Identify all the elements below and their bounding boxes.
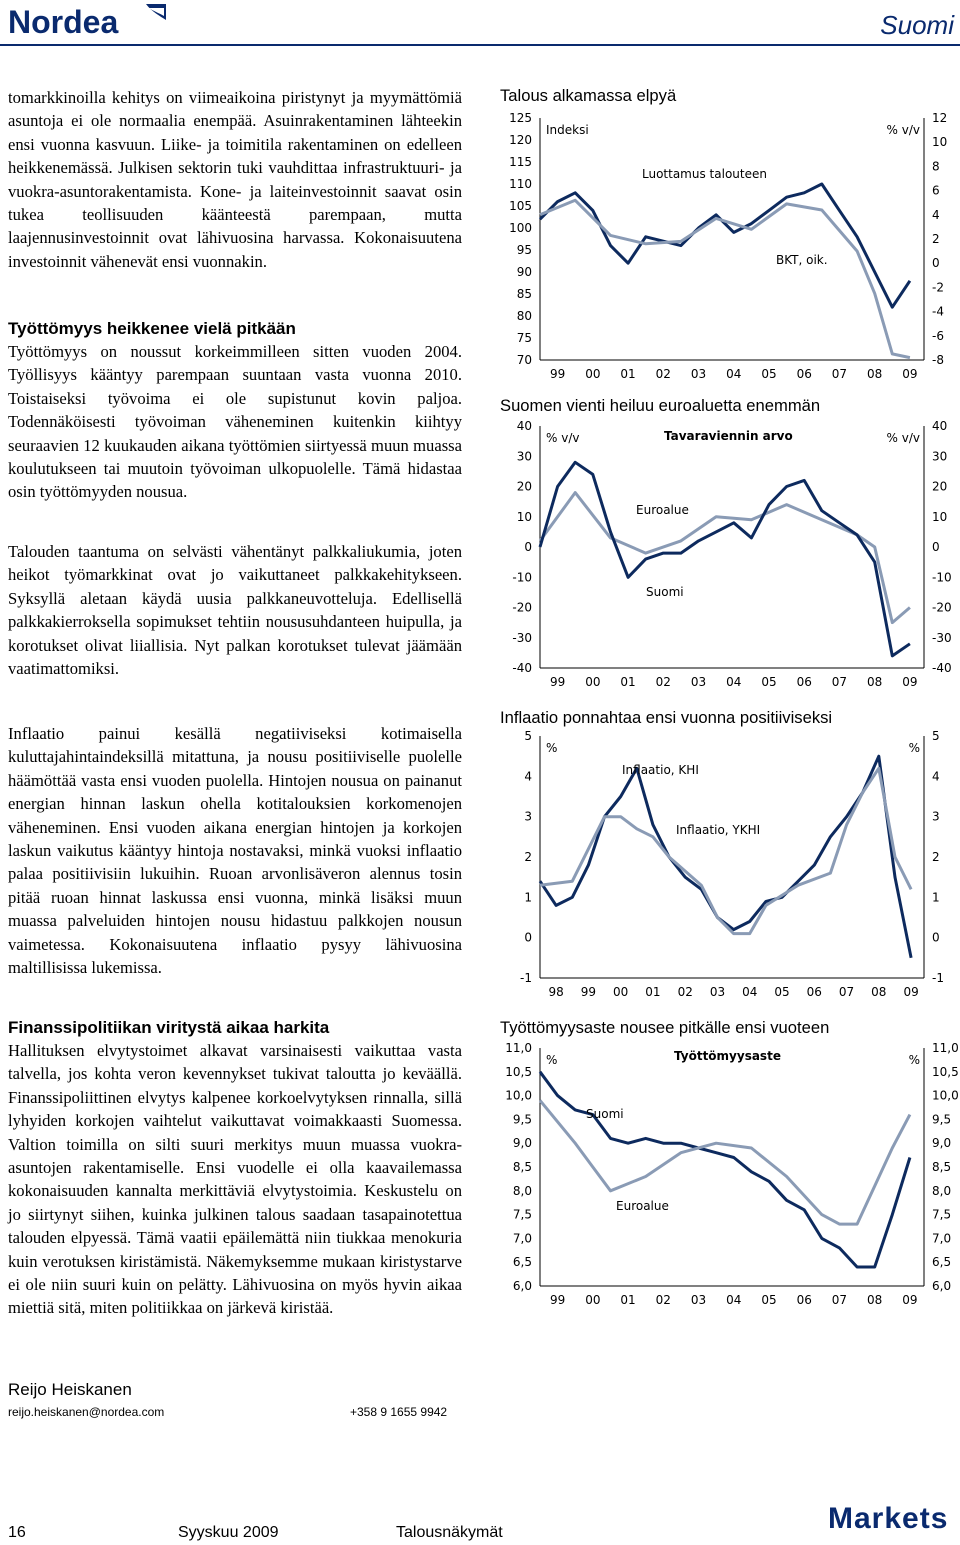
y-right-tick-label: 10,5 xyxy=(932,1064,959,1079)
x-tick-label: 06 xyxy=(796,675,812,689)
left-unit-label: % v/v xyxy=(546,431,580,445)
y-left-tick-label: 120 xyxy=(509,133,532,147)
y-left-tick-label: 3 xyxy=(524,809,532,824)
y-right-tick-label: -4 xyxy=(932,304,944,319)
section-unemployment xyxy=(8,317,462,504)
x-tick-label: 99 xyxy=(549,1293,566,1307)
heading-fiscal: Finanssipolitiikan viritystä aikaa harkita xyxy=(8,1018,330,1037)
x-tick-label: 03 xyxy=(690,1293,707,1307)
x-tick-label: 09 xyxy=(902,1293,918,1307)
x-tick-label: 01 xyxy=(620,1293,636,1307)
y-right-tick-label: 6,0 xyxy=(932,1279,952,1293)
y-left-tick-label: 20 xyxy=(516,479,532,494)
y-right-tick-label: 9,0 xyxy=(932,1136,952,1151)
series-line xyxy=(540,768,911,933)
y-left-tick-label: 90 xyxy=(516,265,532,279)
author-email[interactable]: reijo.heiskanen@nordea.com xyxy=(8,1405,165,1419)
series-label: BKT, oik. xyxy=(776,253,828,267)
x-tick-label: 09 xyxy=(902,367,918,381)
series-line xyxy=(540,462,910,656)
y-right-tick-label: 5 xyxy=(932,729,940,743)
header-divider xyxy=(0,44,960,46)
x-tick-label: 02 xyxy=(655,675,671,689)
x-tick-label: 03 xyxy=(709,985,726,999)
paragraph-investments: tomarkkinoilla kehitys on viimeaikoina piristynyt ja myymättömiä asuntoja ei ole normaalia enempää. Asuinrakentaminen lähteekin ensi vuonna kasvuun. Liike- ja toimitila rakentaminen on edelleen heikkenemässä. Julkisen sektorin tuki vauhdittaa infrastruktuuri- ja vuokra-asuntorakentamista. Kone- ja laiteinvestoinnit saavat osin tukea teollisuuden käänteestä parempaan, mutta laajennusinvestoinnit ovat lähivuosina harvassa. Kokonaisuutena investoinnit vähenevät ensi vuonnakin. xyxy=(8,88,462,271)
y-right-tick-label: 11,0 xyxy=(932,1041,959,1055)
y-left-tick-label: 6,5 xyxy=(512,1255,532,1270)
x-tick-label: 04 xyxy=(742,985,758,999)
y-left-tick-label: 95 xyxy=(516,243,532,257)
chart-inflation xyxy=(494,726,960,1004)
series-label: Euroalue xyxy=(616,1199,669,1213)
x-tick-label: 05 xyxy=(761,1293,777,1307)
y-right-tick-label: -1 xyxy=(932,971,944,985)
nordea-logo xyxy=(8,2,168,42)
section-fiscal xyxy=(8,1016,462,1320)
markets-logo: Markets xyxy=(828,1502,949,1535)
x-tick-label: 07 xyxy=(831,1293,848,1307)
y-left-tick-label: -30 xyxy=(512,630,532,645)
x-tick-label: 02 xyxy=(677,985,693,999)
y-right-tick-label: 30 xyxy=(932,449,948,464)
series-line xyxy=(540,493,910,623)
y-right-tick-label: -40 xyxy=(932,661,952,675)
y-left-tick-label: 10,0 xyxy=(505,1088,532,1103)
page-number: 16 xyxy=(8,1524,26,1541)
chart2-title: Suomen vienti heiluu euroaluetta enemmän xyxy=(500,396,821,415)
y-left-tick-label: 6,0 xyxy=(512,1279,532,1293)
chart-label: Tavaraviennin arvo xyxy=(664,429,793,443)
y-right-tick-label: 20 xyxy=(932,479,948,494)
y-right-tick-label: -30 xyxy=(932,630,952,645)
y-left-tick-label: 10 xyxy=(516,509,532,524)
y-left-tick-label: 9,5 xyxy=(512,1112,532,1127)
y-right-tick-label: 10 xyxy=(932,509,948,524)
y-right-tick-label: 8 xyxy=(932,159,940,174)
x-tick-label: 08 xyxy=(867,675,883,689)
y-right-tick-label: -10 xyxy=(932,570,952,585)
y-left-tick-label: 75 xyxy=(516,331,532,345)
y-right-tick-label: -2 xyxy=(932,280,944,295)
x-tick-label: 06 xyxy=(796,1293,812,1307)
y-right-tick-label: 1 xyxy=(932,890,940,905)
right-unit-label: % xyxy=(908,741,920,755)
x-tick-label: 07 xyxy=(831,675,848,689)
y-right-tick-label: 0 xyxy=(932,930,940,945)
x-tick-label: 06 xyxy=(806,985,822,999)
heading-unemployment: Työttömyys heikkenee vielä pitkään xyxy=(8,319,296,338)
y-left-tick-label: 0 xyxy=(524,930,532,945)
paragraph-unemployment: Työttömyys on noussut korkeimmilleen sitten vuoden 2004. Työllisyys kääntyy parempaan suuntaan vasta vuonna 2010. Toistaiseksi työvoima ei ole supistunut kovin paljoa. Todennäköisesti työvoiman väheneminen kuitenkin kiihtyy seuraavien 12 kuukauden aikana työttömien siirtyessä muun muassa koulutukseen tai muutoin työvoiman ulkopuolelle. Tämä hidastaa osin työttömyyden nousua. xyxy=(8,342,462,502)
footer-publication: Talousnäkymät xyxy=(396,1524,503,1541)
paragraph-fiscal: Hallituksen elvytystoimet alkavat varsinaisesti vaikuttaa vasta talvella, jos kohta veron kevennykset tukivat taloutta jo keväällä. Finanssipoliittinen elvytys kalpenee korkoelvytyksen rinnalla, sillä lyhyiden korkojen vaihtelut vaikuttavat voimakkaasti Suomessa. Valtion toimilla on silti suuri merkitys muun muassa vuokra-asuntojen rakentamiselle. Ensi vuodelle ei olla kaavailemassa kokonaisuuden kannalta merkittäviä elvytystoimia. Keskustelu on jo siirtynyt siihen, kuinka julkinen talous saadaan tasapainotettua talouden elpyessä. Tämä vaatii epäilemättä niin tiukkaa menokuria kuin verotuksen kiristämistä. Näkemyksemme mukaan kiristystarve ei ole niin suuri kuin on pelätty. Lähivuosina on myös hyvin aikaa miettiä sitä, miten politiikkaa on järkevä kiristää. xyxy=(8,1041,462,1318)
y-right-tick-label: 3 xyxy=(932,809,940,824)
y-right-tick-label: 9,5 xyxy=(932,1112,952,1127)
x-tick-label: 01 xyxy=(645,985,661,999)
y-right-tick-label: 7,0 xyxy=(932,1231,952,1246)
x-tick-label: 03 xyxy=(690,675,707,689)
x-tick-label: 01 xyxy=(620,367,636,381)
chart-economy-recovery xyxy=(494,104,960,384)
chart3-title: Inflaatio ponnahtaa ensi vuonna positiiviseksi xyxy=(500,708,833,727)
x-tick-label: 00 xyxy=(613,985,629,999)
y-right-tick-label: 10 xyxy=(932,135,948,150)
x-tick-label: 05 xyxy=(774,985,790,999)
x-tick-label: 04 xyxy=(726,1293,742,1307)
y-right-tick-label: 12 xyxy=(932,111,948,125)
x-tick-label: 01 xyxy=(620,675,636,689)
y-left-tick-label: -40 xyxy=(512,661,532,675)
x-tick-label: 99 xyxy=(580,985,597,999)
y-right-tick-label: 7,5 xyxy=(932,1207,952,1222)
x-tick-label: 04 xyxy=(726,675,742,689)
y-right-tick-label: 8,0 xyxy=(932,1183,952,1198)
left-unit-label: % xyxy=(546,741,558,755)
x-tick-label: 05 xyxy=(761,675,777,689)
y-right-tick-label: 4 xyxy=(932,207,940,222)
y-left-tick-label: 2 xyxy=(524,850,532,864)
y-left-tick-label: 4 xyxy=(524,769,532,784)
footer-date: Syyskuu 2009 xyxy=(178,1524,279,1541)
series-label: Inflaatio, KHI xyxy=(622,763,699,777)
x-tick-label: 09 xyxy=(902,675,918,689)
y-left-tick-label: 1 xyxy=(524,890,532,905)
x-tick-label: 09 xyxy=(903,985,919,999)
right-unit-label: % xyxy=(908,1053,920,1067)
x-tick-label: 03 xyxy=(690,367,707,381)
author-name: Reijo Heiskanen xyxy=(8,1380,132,1399)
paragraph-wages: Talouden taantuma on selvästi vähentänyt palkkaliukumia, joten heikot työmarkkinat ovat jo vaikuttaneet palkkakehitykseen. Syksyllä aletaan käydä uusia palkkaneuvotteluja. Edellisellä palkkakierroksella sopimukset tehtiin noususuhdanteen huipulla, ja korotukset olivat liiallisia. Nyt palkan korotukset tulevat jäämään vaatimattomiksi. xyxy=(8,542,462,679)
y-left-tick-label: 9,0 xyxy=(512,1136,532,1151)
paragraph-inflation: Inflaatio painui kesällä negatiiviseksi kotimaisella kuluttajahintaindeksillä mitattuna, ja nousu positiiviselle puolelle häämöttää vasta ensi vuoden puolella. Hintojen nousua on painanut energian hinnan laskun ohella kotitalouksien korkomenojen väheneminen. Ensi vuoden aikana energian hintojen ja korkojen laskun vaikutus kääntyy hintoja nostavaksi, minkä vuoksi inflaatio palaa positiivisiin lukuihin. Ruoan arvonlisäveron alennus tosin pitää ruoan hinnat laskussa ensi vuonna, minkä lisäksi muun muassa palveluiden hintojen nousu hidastuu palkkojen nousun vaimetessa. Kokonaisuutena inflaatio pysyy lähivuosina maltillisissa lukemissa. xyxy=(8,724,462,978)
y-right-tick-label: 10,0 xyxy=(932,1088,959,1103)
series-label: Luottamus talouteen xyxy=(642,167,767,181)
y-left-tick-label: 125 xyxy=(509,111,532,125)
y-left-tick-label: 11,0 xyxy=(505,1041,532,1055)
y-left-tick-label: -1 xyxy=(520,971,532,985)
y-right-tick-label: 0 xyxy=(932,540,940,554)
y-right-tick-label: 6 xyxy=(932,183,940,198)
y-left-tick-label: 8,0 xyxy=(512,1183,532,1198)
series-label: Euroalue xyxy=(636,503,689,517)
right-unit-label: % v/v xyxy=(886,431,920,445)
x-tick-label: 04 xyxy=(726,367,742,381)
series-label: Suomi xyxy=(646,585,684,599)
y-left-tick-label: 30 xyxy=(516,449,532,464)
y-left-tick-label: 80 xyxy=(516,309,532,323)
y-left-tick-label: -20 xyxy=(512,600,532,615)
series-line xyxy=(540,184,910,307)
y-left-tick-label: 100 xyxy=(509,221,532,235)
left-unit-label: Indeksi xyxy=(546,123,589,137)
logo-text: Nordea xyxy=(8,4,119,40)
chart-exports xyxy=(494,416,960,694)
y-right-tick-label: 2 xyxy=(932,232,940,246)
x-tick-label: 99 xyxy=(549,675,566,689)
y-right-tick-label: 2 xyxy=(932,850,940,864)
y-right-tick-label: 0 xyxy=(932,256,940,271)
right-unit-label: % v/v xyxy=(886,123,920,137)
y-right-tick-label: -20 xyxy=(932,600,952,615)
x-tick-label: 99 xyxy=(549,367,566,381)
y-left-tick-label: 7,5 xyxy=(512,1207,532,1222)
y-left-tick-label: 5 xyxy=(524,729,532,743)
x-tick-label: 00 xyxy=(585,1293,601,1307)
x-tick-label: 08 xyxy=(867,367,883,381)
chart-unemployment xyxy=(494,1036,960,1318)
y-left-tick-label: 115 xyxy=(509,155,532,169)
y-right-tick-label: 6,5 xyxy=(932,1255,952,1270)
x-tick-label: 05 xyxy=(761,367,777,381)
y-left-tick-label: -10 xyxy=(512,570,532,585)
author-phone: +358 9 1655 9942 xyxy=(350,1405,448,1419)
x-tick-label: 07 xyxy=(831,367,848,381)
left-unit-label: % xyxy=(546,1053,558,1067)
x-tick-label: 02 xyxy=(655,367,671,381)
x-tick-label: 08 xyxy=(867,1293,883,1307)
y-left-tick-label: 110 xyxy=(509,177,532,191)
country-label: Suomi xyxy=(880,10,954,40)
y-right-tick-label: -8 xyxy=(932,353,944,367)
chart4-title: Työttömyysaste nousee pitkälle ensi vuoteen xyxy=(500,1018,830,1037)
y-left-tick-label: 10,5 xyxy=(505,1064,532,1079)
y-right-tick-label: 4 xyxy=(932,769,940,784)
series-label: Suomi xyxy=(586,1107,624,1121)
series-label: Inflaatio, YKHI xyxy=(676,823,761,837)
x-tick-label: 07 xyxy=(838,985,855,999)
y-left-tick-label: 8,5 xyxy=(512,1160,532,1174)
chart-label: Työttömyysaste xyxy=(674,1049,781,1063)
y-right-tick-label: 8,5 xyxy=(932,1160,952,1174)
x-tick-label: 98 xyxy=(548,985,564,999)
y-right-tick-label: 40 xyxy=(932,419,948,433)
y-left-tick-label: 70 xyxy=(516,353,532,367)
y-left-tick-label: 105 xyxy=(509,199,532,213)
chart1-title: Talous alkamassa elpyä xyxy=(500,86,677,105)
y-left-tick-label: 7,0 xyxy=(512,1231,532,1246)
x-tick-label: 00 xyxy=(585,367,601,381)
x-tick-label: 00 xyxy=(585,675,601,689)
x-tick-label: 08 xyxy=(871,985,887,999)
x-tick-label: 06 xyxy=(796,367,812,381)
y-left-tick-label: 85 xyxy=(516,287,532,301)
y-left-tick-label: 40 xyxy=(516,419,532,433)
y-left-tick-label: 0 xyxy=(524,540,532,554)
x-tick-label: 02 xyxy=(655,1293,671,1307)
y-right-tick-label: -6 xyxy=(932,328,944,343)
